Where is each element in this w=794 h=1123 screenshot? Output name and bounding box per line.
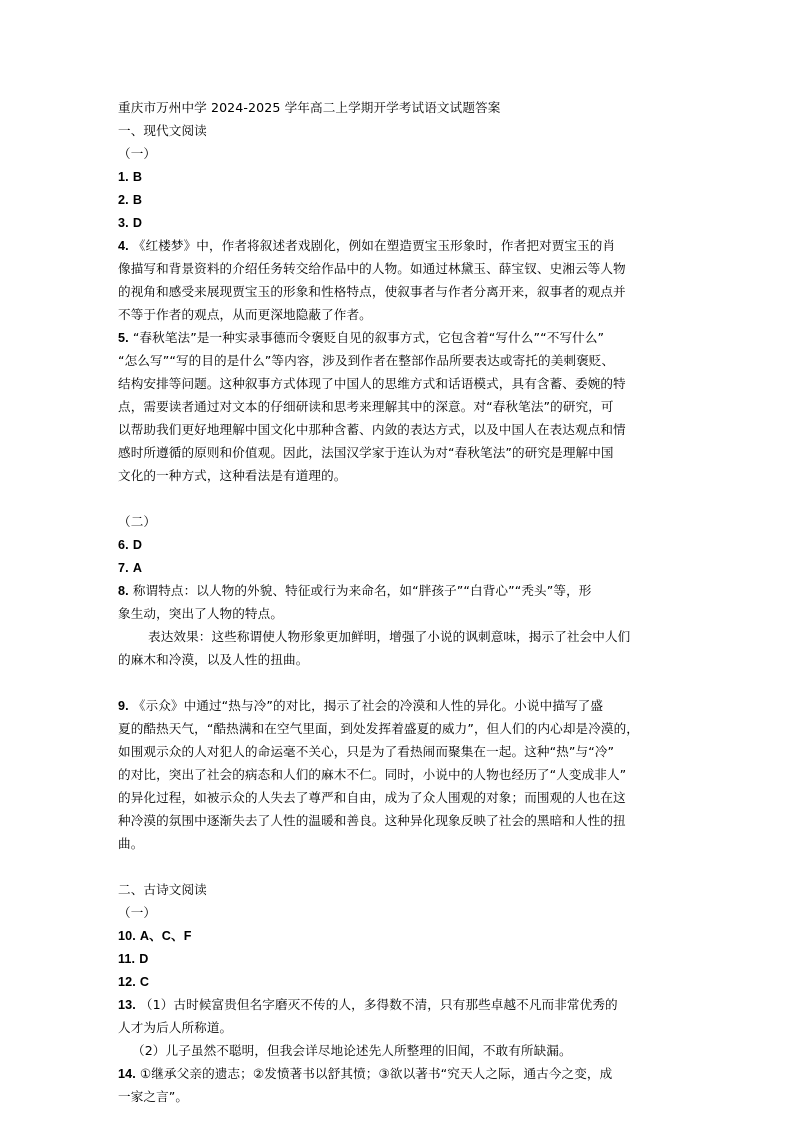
question-number: 8.	[118, 584, 129, 598]
question-number: 10.	[118, 929, 136, 943]
blank-line	[118, 487, 680, 510]
answer-text-line: 《红楼梦》中，作者将叙述者戏剧化，例如在塑造贾宝玉形象时，作者把对贾宝玉的肖	[132, 238, 616, 253]
question-number: 11.	[118, 952, 136, 966]
question-number: 5.	[118, 331, 129, 345]
section-2-part-1-label: （一）	[118, 905, 157, 920]
answer-text-line: 感时所遵循的原则和价值观。因此，法国汉学家于连认为对“春秋笔法”的研究是理解中国	[118, 445, 614, 460]
question-number: 4.	[118, 239, 129, 253]
question-number: 7.	[118, 561, 129, 575]
answer-text-line: 一家之言”。	[118, 1089, 189, 1104]
answer-text-line: 象生动，突出了人物的特点。	[118, 606, 284, 621]
answer-document	[118, 96, 680, 1108]
answer-choice: A、C、F	[139, 929, 192, 943]
answer-choice: C	[139, 975, 150, 989]
question-number: 3.	[118, 216, 129, 230]
answer-text-line: 点，需要读者通过对文本的仔细研读和思考来理解其中的深意。对“春秋笔法”的研究，可	[118, 399, 614, 414]
answer-q9	[118, 694, 680, 855]
answer-choice: A	[132, 561, 143, 575]
answer-q1	[118, 165, 680, 188]
question-number: 9.	[118, 699, 129, 713]
answer-q8	[118, 579, 680, 671]
answer-text-line: 的视角和感受来展现贾宝玉的形象和性格特点，使叙事者与作者分离开来，叙事者的观点并	[118, 284, 626, 299]
question-number: 13.	[118, 998, 136, 1012]
answer-choice: B	[132, 193, 143, 207]
answer-q5	[118, 326, 680, 487]
section-1-part-1-label: （一）	[118, 146, 157, 161]
answer-text-line: 如围观示众的人对犯人的命运毫不关心，只是为了看热闹而聚集在一起。这种“热”与“冷”	[118, 744, 615, 759]
answer-q14	[118, 1062, 680, 1108]
answer-choice: D	[132, 538, 143, 552]
question-number: 2.	[118, 193, 129, 207]
answer-q13	[118, 993, 680, 1062]
question-number: 14.	[118, 1067, 136, 1081]
answer-text-line: 结构安排等问题。这种叙事方式体现了中国人的思维方式和话语模式，具有含蓄、委婉的特	[118, 376, 626, 391]
blank-line	[118, 671, 680, 694]
answer-text-line: 《示众》中通过“热与冷”的对比，揭示了社会的冷漠和人性的异化。小说中描写了盛	[132, 698, 604, 713]
answer-q2	[118, 188, 680, 211]
answer-text-line: 文化的一种方式，这种看法是有道理的。	[118, 468, 347, 483]
answer-q7	[118, 556, 680, 579]
answer-text-line: 不等于作者的观点，从而更深地隐蔽了作者。	[118, 307, 372, 322]
answer-text-line: （2）儿子虽然不聪明，但我会详尽地论述先人所整理的旧闻，不敢有所缺漏。	[132, 1043, 572, 1058]
question-number: 1.	[118, 170, 129, 184]
answer-text-line: 种冷漠的氛围中逐渐失去了人性的温暖和善良。这种异化现象反映了社会的黑暗和人性的扭	[118, 813, 626, 828]
answer-q4	[118, 234, 680, 326]
answer-text-line: ①继承父亲的遗志；②发愤著书以舒其愤；③欲以著书“究天人之际，通古今之变，成	[139, 1066, 613, 1081]
answer-text-line: 像描写和背景资料的介绍任务转交给作品中的人物。如通过林黛玉、薛宝钗、史湘云等人物	[118, 261, 626, 276]
blank-line	[118, 855, 680, 878]
answer-text-line: 曲。	[118, 836, 144, 851]
answer-text-line: “怎么写”“写的目的是什么”等内容，涉及到作者在整部作品所要表达或寄托的美刺褒贬、	[118, 353, 615, 368]
answer-q3	[118, 211, 680, 234]
document-title: 重庆市万州中学 2024-2025 学年高二上学期开学考试语文试题答案	[118, 100, 501, 115]
answer-q11	[118, 947, 680, 970]
question-number: 6.	[118, 538, 129, 552]
answer-text-line: 的麻木和冷漠，以及人性的扭曲。	[118, 652, 309, 667]
section-2-heading: 二、古诗文阅读	[118, 882, 207, 897]
answer-text-line: 以帮助我们更好地理解中国文化中那种含蓄、内敛的表达方式，以及中国人在表达观点和情	[118, 422, 626, 437]
answer-text-line: “春秋笔法”是一种实录事德而令褒贬自见的叙事方式，它包含着“写什么”“不写什么”	[132, 330, 605, 345]
answer-text-line: 的对比，突出了社会的病态和人们的麻木不仁。同时，小说中的人物也经历了“人变成非人”	[118, 767, 627, 782]
answer-text-line: （1）古时候富贵但名字磨灭不传的人，多得数不清，只有那些卓越不凡而非常优秀的	[139, 997, 618, 1012]
answer-q10	[118, 924, 680, 947]
answer-text-line: 表达效果：这些称谓使人物形象更加鲜明，增强了小说的讽刺意味，揭示了社会中人们	[148, 629, 631, 644]
question-number: 12.	[118, 975, 136, 989]
answer-text-line: 夏的酷热天气，“酷热满和在空气里面，到处发挥着盛夏的威力”，但人们的内心却是冷漠的，	[118, 721, 639, 736]
answer-text-line: 称谓特点：以人物的外貌、特征或行为来命名，如“胖孩子”“白背心”“秃头”等，形	[132, 583, 592, 598]
answer-choice: B	[132, 170, 143, 184]
answer-q12	[118, 970, 680, 993]
answer-text-line: 人才为后人所称道。	[118, 1020, 233, 1035]
section-1-heading: 一、现代文阅读	[118, 123, 207, 138]
answer-text-line: 的异化过程，如被示众的人失去了尊严和自由，成为了众人围观的对象；而围观的人也在这	[118, 790, 626, 805]
answer-q6	[118, 533, 680, 556]
section-1-part-2-label: （二）	[118, 514, 157, 529]
answer-choice: D	[132, 216, 143, 230]
answer-choice: D	[139, 952, 149, 966]
